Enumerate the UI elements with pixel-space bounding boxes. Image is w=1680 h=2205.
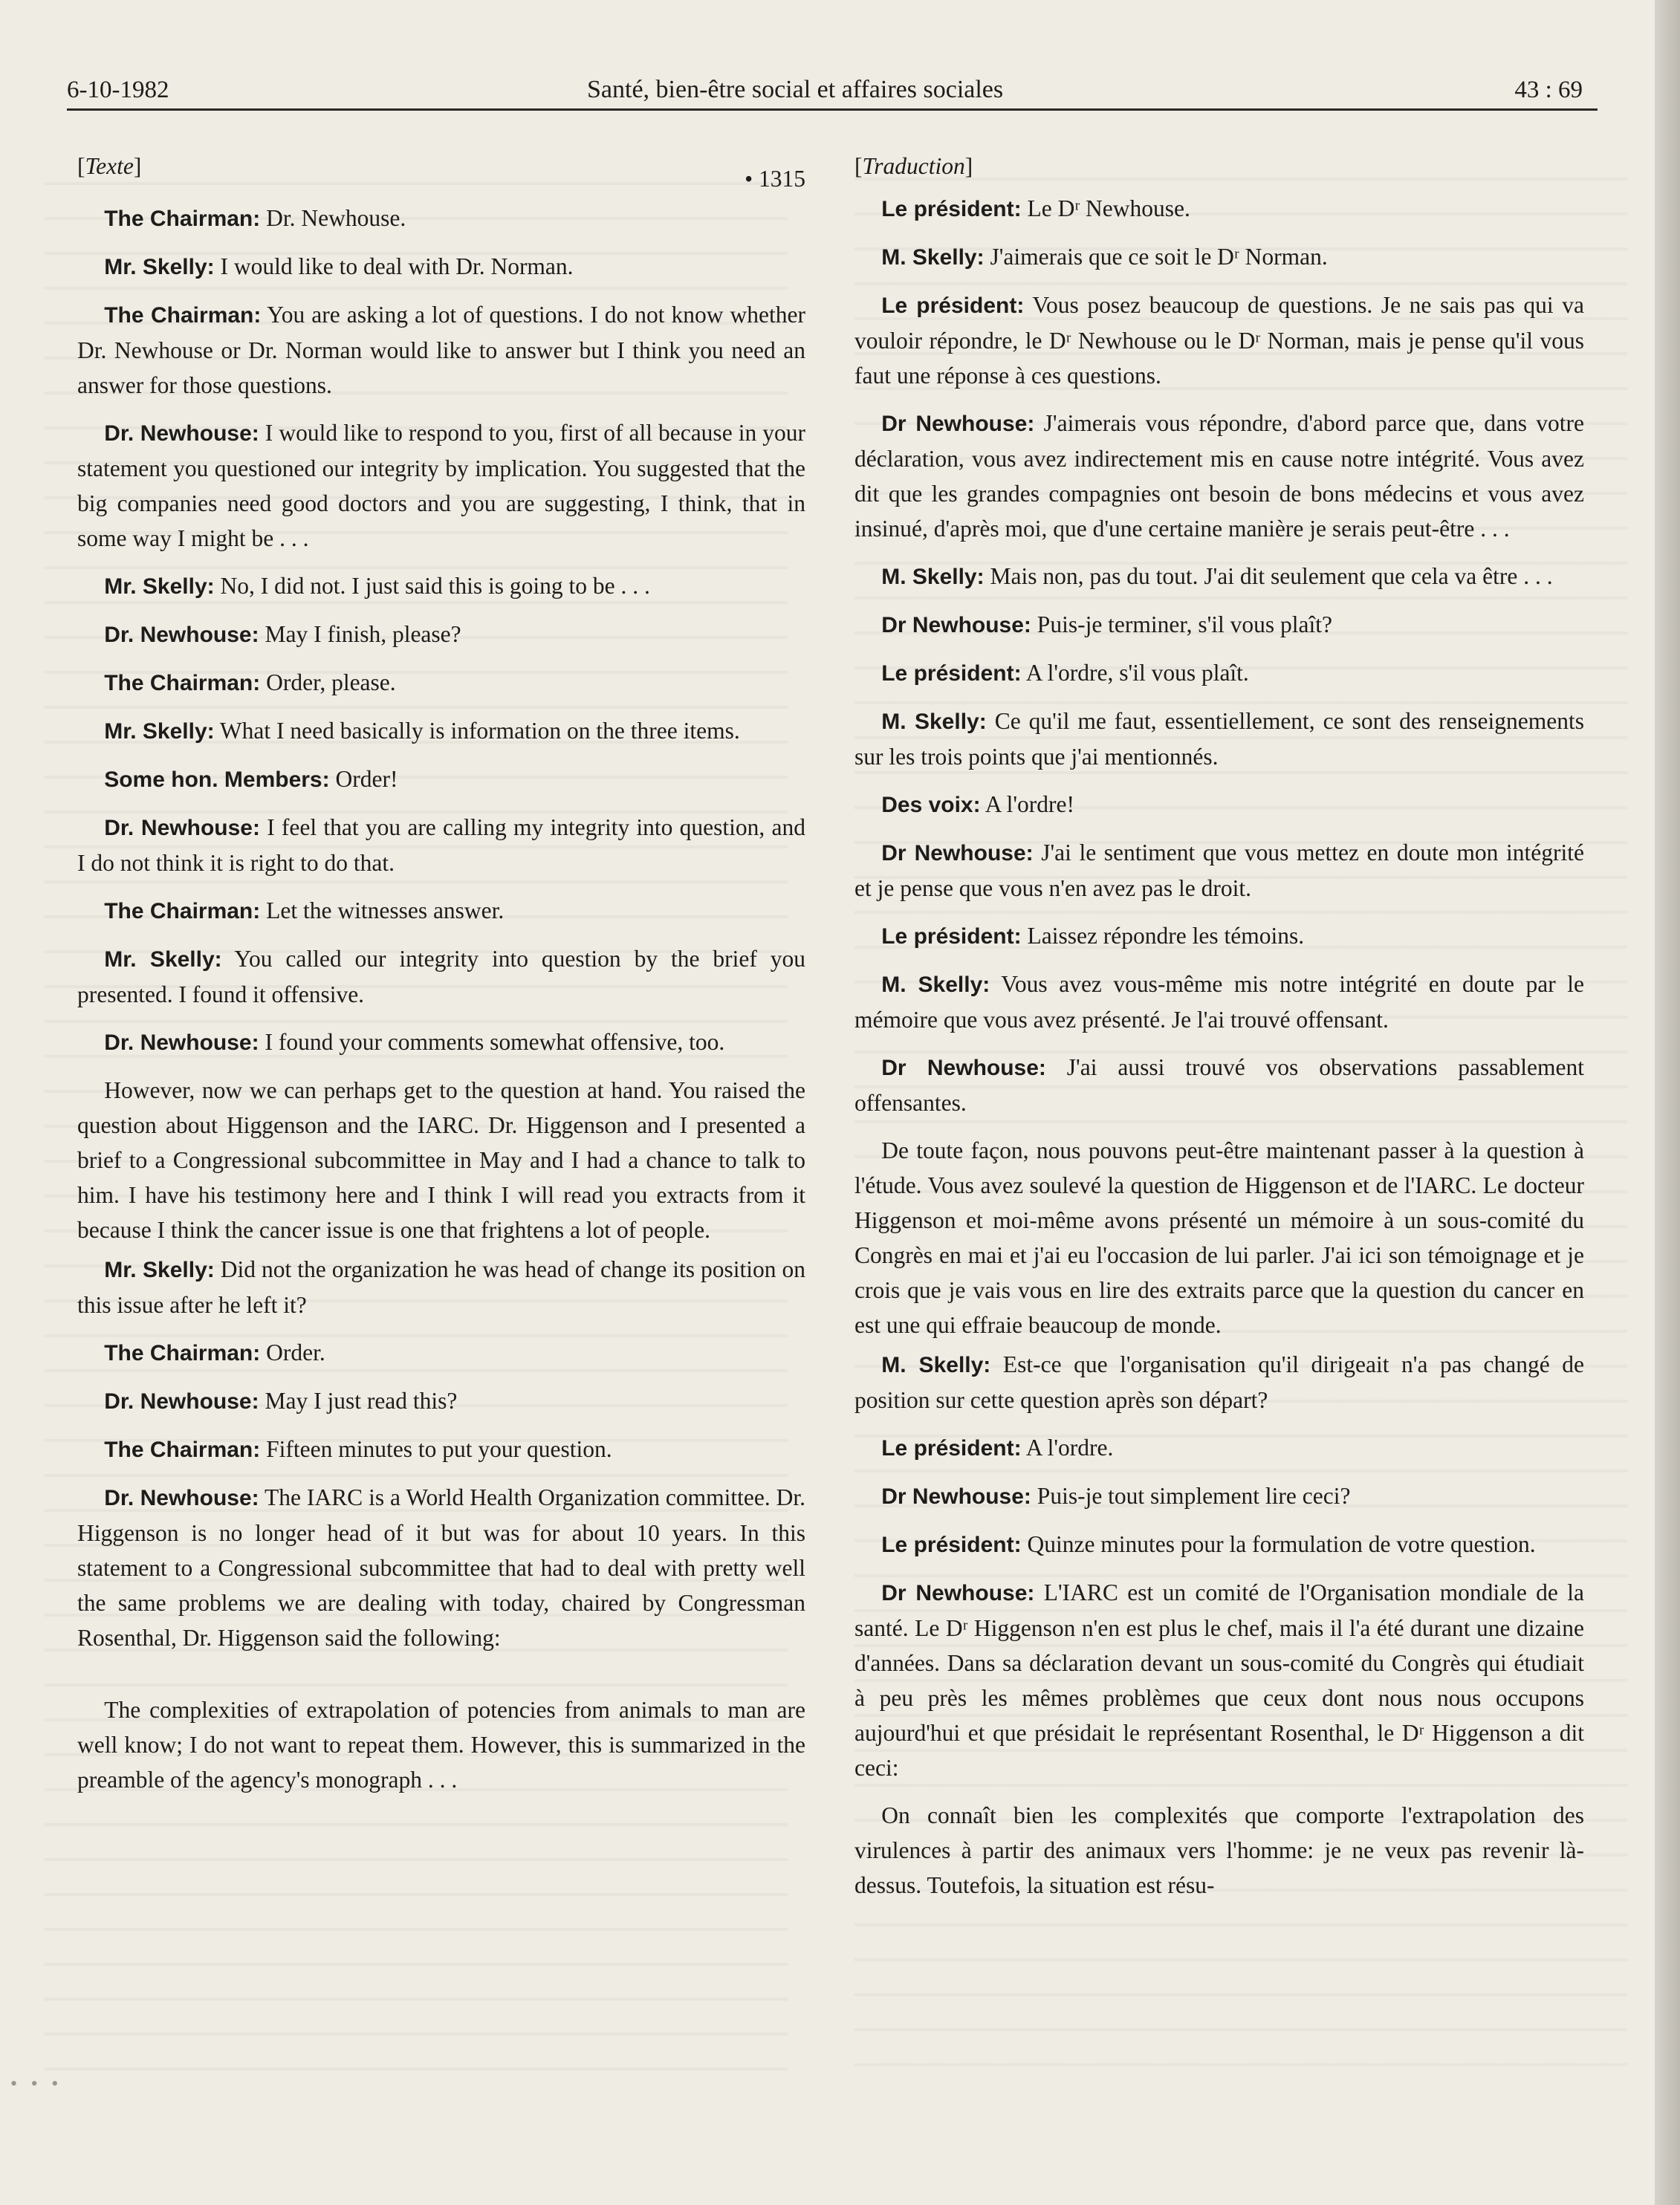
speech-text: J'aimerais que ce soit le Dʳ Norman. [984,244,1328,270]
speaker-name: M. Skelly: [881,972,990,997]
speaker-name: Le président: [881,661,1022,686]
speaker-name: The Chairman: [104,671,261,695]
speaker-name: M. Skelly: [881,245,985,270]
speech-text: Laissez répondre les témoins. [1021,923,1305,949]
transcript-paragraph [854,239,1584,275]
speech-text: I would like to respond to you, first of all because in your statement you questioned our integrity by implication. You suggested that the big companies need good doctors and you are suggesting, I think, that in some way I might be . . . [77,420,805,551]
page-header [67,62,1598,111]
speech-text: L'IARC est un comité de l'Organisation mondiale de la santé. Le Dʳ Higgenson n'en est plus le chef, mais il l'a été durant une dizaine d'années. Dans sa déclaration devant un sous-comité du Congrès qui étudiait à peu près les mêmes problèmes que ceux dont nous nous occupons aujourd'hui et que présidait le représentant Rosenthal, le Dʳ Higgenson a dit ceci: [854,1579,1584,1781]
speaker-name: M. Skelly: [881,565,985,589]
transcript-paragraph [854,406,1584,546]
transcript-paragraph [77,713,805,749]
speaker-name: Mr. Skelly: [104,574,215,599]
speech-text: A l'ordre! [980,791,1075,817]
speaker-name: Dr Newhouse: [881,613,1031,637]
speaker-name: Dr. Newhouse: [104,623,259,647]
speech-text: Dr. Newhouse. [260,205,406,231]
speech-text: Vous posez beaucoup de questions. Je ne sais pas qui va vouloir répondre, le Dʳ Newhouse ou le Dʳ Norman, mais je pense qu'il vous faut une réponse à ces questions. [854,292,1584,389]
speech-text: On connaît bien les complexités que comporte l'extrapolation des virulences à partir des animaux vers l'homme: je ne veux pas revenir là-dessus. Toutefois, la situation est résu- [854,1802,1584,1898]
speaker-name: Dr Newhouse: [881,1484,1031,1509]
transcript-paragraph [854,787,1584,822]
speech-text: Puis-je terminer, s'il vous plaît? [1031,611,1333,637]
transcript-paragraph [77,1252,805,1322]
column-label: [Traduction] [854,153,973,179]
transcript-paragraph [854,559,1584,594]
speech-text: You are asking a lot of questions. I do not know whether Dr. Newhouse or Dr. Norman would like to answer but I think you need an answer for those questions. [77,302,805,398]
transcript-paragraph [77,761,805,797]
margin-dots: • • • [10,2073,63,2094]
speaker-name: Le président: [881,1533,1022,1557]
speech-text: Order. [260,1339,325,1365]
speaker-name: Some hon. Members: [104,767,330,792]
transcript-paragraph [77,1024,805,1060]
speaker-name: Le président: [881,924,1022,949]
header-date: 6-10-1982 [67,77,169,103]
speech-text: What I need basically is information on the three items. [214,718,740,744]
speaker-name: Le président: [881,197,1022,221]
speaker-name: Dr. Newhouse: [104,1389,259,1414]
speaker-name: Mr. Skelly: [104,255,215,279]
transcript-paragraph [854,1575,1584,1785]
transcript-paragraph [77,297,805,403]
transcript-paragraph [77,665,805,701]
transcript-paragraph [854,1133,1584,1342]
speaker-name: Dr Newhouse: [881,1581,1035,1605]
transcript-paragraph [854,1430,1584,1466]
speech-text: The IARC is a World Health Organization committee. Dr. Higgenson is no longer head of it but was for about 10 years. In this statement to a Congressional subcommittee that had to deal with pretty well the same problems we are dealing with today, chaired by Congressman Rosenthal, Dr. Higgenson said the following: [77,1484,805,1651]
french-column [854,149,1584,1915]
transcript-paragraph [854,835,1584,906]
speech-text: May I finish, please? [259,621,461,647]
speech-text: May I just read this? [259,1388,458,1414]
transcript-paragraph [77,1335,805,1371]
speech-text: De toute façon, nous pouvons peut-être maintenant passer à la question à l'étude. Vous avez soulevé la question de Higgenson et de l'IARC. Le docteur Higgenson et moi-même avons présenté un mémoire à un sous-comité du Congrès en mai et j'ai eu l'occasion de lui parler. J'ai ici son témoignage et je crois que je vais vous en lire des extraits parce que la question du cancer en est une qui effraie beaucoup de monde. [854,1137,1584,1338]
speech-text: Let the witnesses answer. [260,897,505,923]
speaker-name: Mr. Skelly: [104,719,215,744]
transcript-paragraph [77,415,805,556]
page-edge-shadow [1655,0,1680,2205]
speech-text: Mais non, pas du tout. J'ai dit seulement que cela va être . . . [984,563,1553,589]
speech-text: Ce qu'il me faut, essentiellement, ce sont des renseignements sur les trois points que j'ai mentionnés. [854,708,1584,770]
speech-text: Did not the organization he was head of change its position on this issue after he left it? [77,1256,805,1318]
time-marker: • 1315 [745,166,805,192]
speech-text: A l'ordre, s'il vous plaît. [1021,660,1249,686]
transcript-paragraph [77,249,805,285]
header-page-number: 43 : 69 [1514,77,1583,103]
transcript-paragraph [77,1073,805,1247]
french-transcript [854,191,1584,1903]
speech-text: J'ai le sentiment que vous mettez en doute mon intégrité et je pense que vous n'en avez pas le droit. [854,840,1584,901]
speech-text: J'ai aussi trouvé vos observations passablement offensantes. [854,1054,1584,1116]
speaker-name: The Chairman: [104,1438,261,1462]
transcript-paragraph [77,201,805,236]
speaker-name: Mr. Skelly: [104,947,222,972]
speech-text: You called our integrity into question by the brief you presented. I found it offensive. [77,946,805,1007]
speaker-name: Le président: [881,1436,1022,1461]
english-transcript [77,201,805,1797]
speaker-name: The Chairman: [104,1341,261,1365]
speaker-name: Dr. Newhouse: [104,1486,259,1510]
speech-text: Est-ce que l'organisation qu'il dirigeait n'a pas changé de position sur cette question après son départ? [854,1351,1585,1413]
speech-text: No, I did not. I just said this is going to be . . . [214,573,650,599]
speaker-name: Le président: [881,293,1025,318]
speech-text: The complexities of extrapolation of potencies from animals to man are well know; I do not want to repeat them. However, this is summarized in the preamble of the agency's monograph . . . [77,1697,805,1793]
transcript-paragraph [854,288,1584,393]
speaker-name: Dr. Newhouse: [104,421,259,446]
speech-text: I found your comments somewhat offensive, too. [259,1029,725,1055]
transcript-paragraph [854,967,1584,1037]
transcript-paragraph [77,568,805,604]
speech-text: Order, please. [260,669,396,695]
speaker-name: Dr. Newhouse: [104,816,260,840]
speaker-name: Dr Newhouse: [881,1056,1046,1080]
transcript-paragraph [77,1692,805,1797]
speech-text: Quinze minutes pour la formulation de votre question. [1021,1531,1536,1557]
speech-text: Vous avez vous-même mis notre intégrité en doute par le mémoire que vous avez présenté. Je l'ai trouvé offensant. [854,971,1584,1033]
speaker-name: Dr. Newhouse: [104,1030,259,1055]
transcript-paragraph [77,1480,805,1655]
transcript-paragraph [77,1383,805,1419]
transcript-paragraph [854,655,1584,691]
speech-text: I feel that you are calling my integrity into question, and I do not think it is right to do that. [77,814,806,876]
transcript-paragraph [854,704,1584,774]
speaker-name: Dr Newhouse: [881,412,1035,436]
transcript-paragraph [77,941,805,1012]
speaker-name: M. Skelly: [881,1353,991,1377]
column-label: [Texte] [77,153,142,179]
speech-text: Puis-je tout simplement lire ceci? [1031,1483,1351,1509]
transcript-paragraph [854,1798,1584,1903]
speaker-name: The Chairman: [104,303,262,328]
speaker-name: The Chairman: [104,899,261,923]
speech-text: Fifteen minutes to put your question. [260,1436,612,1462]
speaker-name: Des voix: [881,793,981,817]
speech-text: A l'ordre. [1021,1435,1114,1461]
speech-text: Le Dʳ Newhouse. [1021,195,1190,221]
header-title: Santé, bien-être social et affaires sociales [587,76,1004,103]
speaker-name: The Chairman: [104,207,261,231]
transcript-paragraph [77,893,805,929]
transcript-paragraph [854,1347,1584,1418]
speaker-name: M. Skelly: [881,709,987,734]
speech-text: However, now we can perhaps get to the question at hand. You raised the question about Higgenson and the IARC. Dr. Higgenson and I presented a brief to a Congressional subcommittee in May and I had a chance to talk to him. I have his testimony here and I think I will read you extracts from it because I think the cancer issue is one that frightens a lot of people. [77,1077,805,1243]
speech-text: I would like to deal with Dr. Norman. [214,253,574,279]
speech-text: Order! [329,766,398,792]
transcript-paragraph [854,191,1584,227]
transcript-paragraph [77,617,805,652]
speech-text: J'aimerais vous répondre, d'abord parce que, dans votre déclaration, vous avez indirectement mis en cause notre intégrité. Vous avez dit que les grandes compagnies ont besoin de bons médecins et vous avez insinué, d'après moi, que d'une certaine manière je serais peut-être . . . [854,410,1584,542]
transcript-paragraph [854,918,1584,954]
english-column [77,149,805,1810]
transcript-paragraph [77,1432,805,1467]
speaker-name: Mr. Skelly: [104,1258,215,1282]
transcript-paragraph [854,1527,1584,1562]
transcript-paragraph [854,1050,1584,1120]
speaker-name: Dr Newhouse: [881,841,1034,866]
transcript-paragraph [854,1478,1584,1514]
transcript-paragraph [77,810,805,880]
transcript-paragraph [854,607,1584,643]
